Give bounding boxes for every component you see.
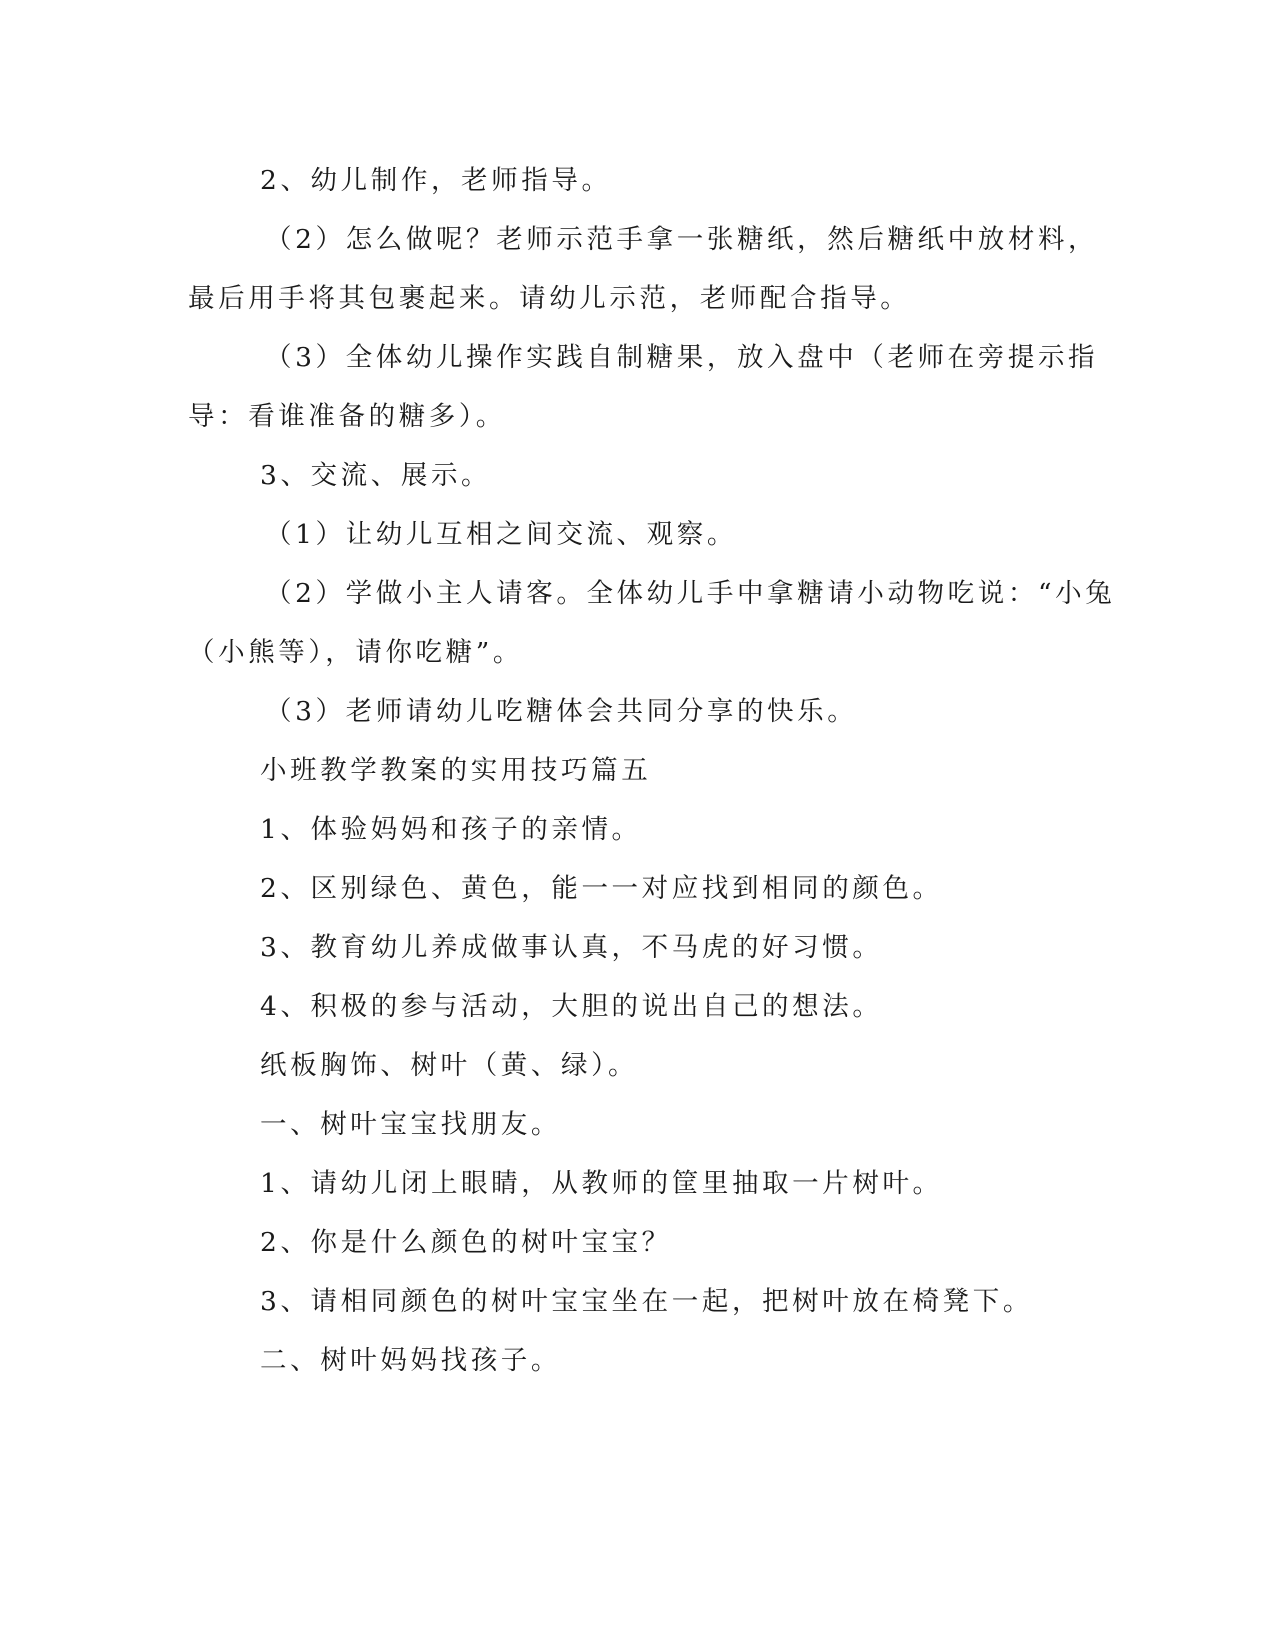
text-line: （小熊等），请你吃糖”。 [188, 637, 523, 668]
text-line: （3）老师请幼儿吃糖体会共同分享的快乐。 [265, 696, 858, 727]
text-line: 二、树叶妈妈找孩子。 [260, 1345, 561, 1376]
text-line: 2、你是什么颜色的树叶宝宝？ [260, 1227, 672, 1258]
text-line: 4、积极的参与活动，大胆的说出自己的想法。 [260, 991, 883, 1022]
text-line: （2）怎么做呢？老师示范手拿一张糖纸，然后糖纸中放材料， [265, 224, 1099, 255]
text-line: 3、教育幼儿养成做事认真，不马虎的好习惯。 [260, 932, 883, 963]
text-line: 一、树叶宝宝找朋友。 [260, 1109, 561, 1140]
text-line: 3、请相同颜色的树叶宝宝坐在一起，把树叶放在椅凳下。 [260, 1286, 1033, 1317]
text-line: 最后用手将其包裹起来。请幼儿示范，老师配合指导。 [188, 283, 911, 314]
text-line: 1、请幼儿闭上眼睛，从教师的筐里抽取一片树叶。 [260, 1168, 943, 1199]
text-line: 2、幼儿制作，老师指导。 [260, 165, 612, 196]
text-line: （2）学做小主人请客。全体幼儿手中拿糖请小动物吃说：“小兔 [265, 578, 1116, 609]
text-line: 1、体验妈妈和孩子的亲情。 [260, 814, 642, 845]
text-line: （3）全体幼儿操作实践自制糖果，放入盘中（老师在旁提示指 [265, 342, 1099, 373]
section-heading: 小班教学教案的实用技巧篇五 [260, 755, 652, 786]
text-line: （1）让幼儿互相之间交流、观察。 [265, 519, 737, 550]
text-line: 导：看谁准备的糖多）。 [188, 401, 506, 432]
text-line: 2、区别绿色、黄色，能一一对应找到相同的颜色。 [260, 873, 943, 904]
text-line: 纸板胸饰、树叶（黄、绿）。 [260, 1050, 639, 1081]
text-line: 3、交流、展示。 [260, 460, 492, 491]
